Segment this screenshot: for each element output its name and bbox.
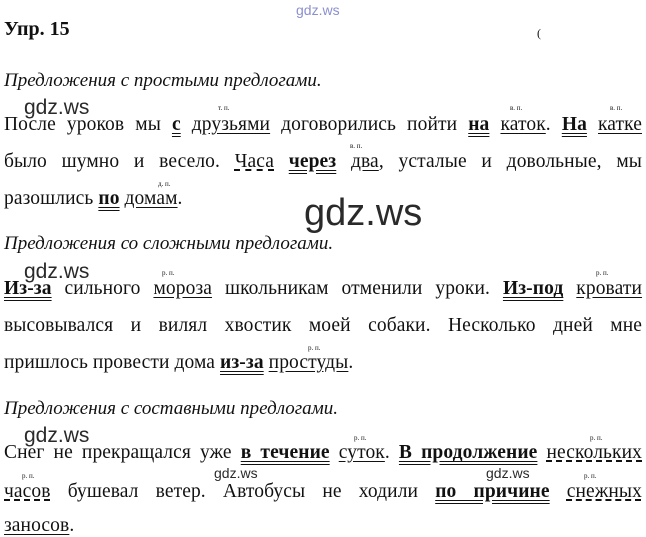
preposition: через [288,151,337,172]
exercise-title: Упр. 15 [4,18,70,40]
word: Часа [234,151,275,172]
case-tag: р. п. [308,344,321,352]
preposition: по [98,188,120,209]
governed-word: катке [598,114,642,135]
watermark: gdz.ws [214,465,258,481]
case-tag: в. п. [610,104,623,112]
governed-word: простуды [268,352,349,373]
text-line: Снег не прекращался уже в течение суток. В продолжение нескольких [4,442,642,463]
text-line: высовывался и вилял хвостик моей собаки. Несколько дней мне [4,315,642,336]
section-heading-simple: Предложения с простыми предлогами. [4,70,322,91]
text-line: часов бушевал ветер. Автобусы не ходили по причине снежных [4,481,642,502]
text-line: Из-за сильного мороза школьникам отменили уроки. Из-под кровати [4,278,643,299]
preposition: На [561,114,587,135]
governed-word: два [350,151,379,172]
section-heading-complex: Предложения со сложными предлогами. [4,233,334,254]
text-line: пришлось провести дома из-за простуды. [4,352,354,373]
text-line: После уроков мы с друзьями договорились пойти на каток. На катке [4,114,642,135]
governed-word: друзьями [191,114,271,135]
stray-mark: ( [537,26,541,40]
governed-word: домам [124,188,178,209]
preposition: Из-за [4,278,52,299]
watermark: gdz.ws [24,96,90,119]
preposition: Из-под [502,278,564,299]
governed-word: суток [338,442,385,463]
governed-word: каток [500,114,546,135]
governed-word: мороза [153,278,213,299]
governed-word: снежных [566,481,642,502]
case-tag: в. п. [350,142,363,150]
governed-word: заносов [4,515,70,536]
preposition: на [468,114,490,135]
governed-word: часов [4,481,51,502]
case-tag: р. п. [590,434,603,442]
watermark: gdz.ws [24,260,90,283]
preposition: из-за [220,352,264,373]
preposition: с [171,114,181,135]
governed-word: нескольких [546,442,642,463]
preposition: по причине [435,481,550,502]
preposition: В продолжение [398,442,538,463]
governed-word: кровати [576,278,643,299]
text-line: разошлись по домам. [4,188,183,209]
case-tag: р. п. [584,472,597,480]
watermark: gdz.ws [486,465,530,481]
section-heading-compound: Предложения с составными предлогами. [4,398,339,419]
preposition: в течение [240,442,330,463]
case-tag: р. п. [22,472,35,480]
watermark-center: gdz.ws [304,192,423,234]
case-tag: д. п. [158,180,171,188]
case-tag: р. п. [596,269,609,277]
watermark-top: gdz.ws [296,2,340,18]
text-line: заносов. [4,515,75,536]
case-tag: р. п. [354,434,367,442]
case-tag: т. п. [218,104,230,112]
watermark: gdz.ws [24,424,90,447]
case-tag: р. п. [162,269,175,277]
case-tag: в. п. [510,104,523,112]
text-line: было шумно и весело. Часа через два, усталые и довольные, мы [4,151,642,172]
